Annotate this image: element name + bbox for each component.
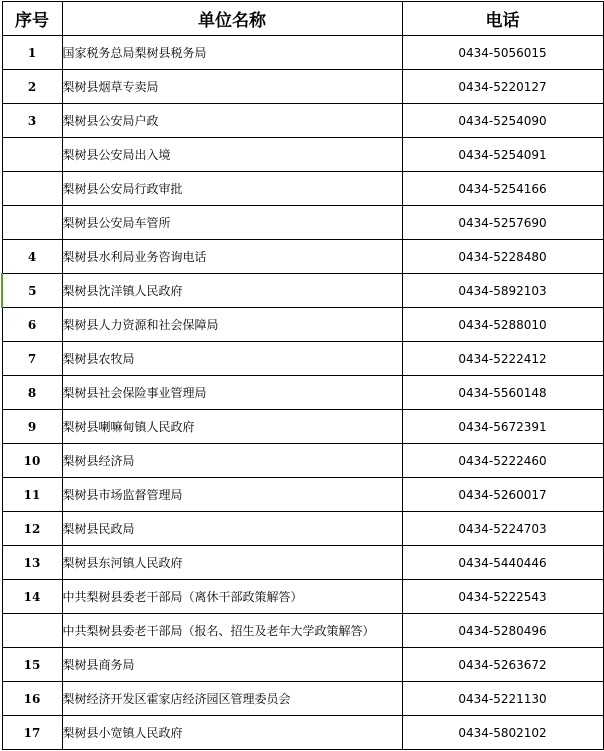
table-row	[2, 308, 603, 342]
header-unit-name: 单位名称	[62, 2, 402, 36]
row-seq: 13	[2, 546, 62, 580]
row-phone: 0434-5802102	[402, 716, 603, 750]
row-unit-name: 梨树县喇嘛甸镇人民政府	[62, 410, 402, 444]
table-row	[2, 70, 603, 104]
row-seq: 6	[2, 308, 62, 342]
table-row	[2, 138, 603, 172]
row-phone: 0434-5672391	[402, 410, 603, 444]
table-row	[2, 512, 603, 546]
row-unit-name: 梨树县烟草专卖局	[62, 70, 402, 104]
row-phone: 0434-5257690	[402, 206, 603, 240]
table-row	[2, 342, 603, 376]
row-seq	[2, 172, 62, 206]
row-seq: 15	[2, 648, 62, 682]
row-phone: 0434-5288010	[402, 308, 603, 342]
row-phone: 0434-5254091	[402, 138, 603, 172]
row-phone: 0434-5056015	[402, 36, 603, 70]
row-phone: 0434-5254166	[402, 172, 603, 206]
header-seq: 序号	[2, 2, 62, 36]
row-seq: 11	[2, 478, 62, 512]
row-seq: 14	[2, 580, 62, 614]
row-seq	[2, 206, 62, 240]
row-unit-name: 梨树县沈洋镇人民政府	[62, 274, 402, 308]
table-row	[2, 716, 603, 750]
table-row	[2, 614, 603, 648]
row-seq: 16	[2, 682, 62, 716]
table-row	[2, 410, 603, 444]
row-unit-name: 梨树县公安局车管所	[62, 206, 402, 240]
row-unit-name: 梨树县公安局户政	[62, 104, 402, 138]
row-seq: 17	[2, 716, 62, 750]
row-unit-name: 梨树县民政局	[62, 512, 402, 546]
row-phone: 0434-5224703	[402, 512, 603, 546]
row-unit-name: 梨树县公安局出入境	[62, 138, 402, 172]
row-unit-name: 梨树县小宽镇人民政府	[62, 716, 402, 750]
row-seq: 7	[2, 342, 62, 376]
table-row	[2, 104, 603, 138]
row-unit-name: 梨树经济开发区霍家店经济园区管理委员会	[62, 682, 402, 716]
table-row	[2, 648, 603, 682]
row-phone: 0434-5280496	[402, 614, 603, 648]
header-phone: 电话	[402, 2, 603, 36]
row-phone: 0434-5222412	[402, 342, 603, 376]
table-row	[2, 172, 603, 206]
row-phone: 0434-5892103	[402, 274, 603, 308]
table-row	[2, 206, 603, 240]
row-unit-name: 梨树县农牧局	[62, 342, 402, 376]
row-seq	[2, 138, 62, 172]
row-unit-name: 梨树县人力资源和社会保障局	[62, 308, 402, 342]
row-unit-name: 梨树县商务局	[62, 648, 402, 682]
row-seq: 4	[2, 240, 62, 274]
row-phone: 0434-5221130	[402, 682, 603, 716]
table-row	[2, 444, 603, 478]
row-seq: 1	[2, 36, 62, 70]
table-row	[2, 240, 603, 274]
row-seq: 10	[2, 444, 62, 478]
row-phone: 0434-5260017	[402, 478, 603, 512]
row-phone: 0434-5560148	[402, 376, 603, 410]
row-seq: 2	[2, 70, 62, 104]
row-unit-name: 梨树县经济局	[62, 444, 402, 478]
row-unit-name: 梨树县水利局业务咨询电话	[62, 240, 402, 274]
row-seq: 8	[2, 376, 62, 410]
row-seq: 5	[2, 274, 62, 308]
row-seq: 3	[2, 104, 62, 138]
row-unit-name: 梨树县东河镇人民政府	[62, 546, 402, 580]
row-phone: 0434-5254090	[402, 104, 603, 138]
table-row	[2, 274, 603, 308]
row-phone: 0434-5222543	[402, 580, 603, 614]
table-row	[2, 36, 603, 70]
row-seq: 12	[2, 512, 62, 546]
header-row	[2, 2, 603, 36]
row-phone: 0434-5263672	[402, 648, 603, 682]
table-row	[2, 478, 603, 512]
row-seq: 9	[2, 410, 62, 444]
row-unit-name: 梨树县市场监督管理局	[62, 478, 402, 512]
row-unit-name: 国家税务总局梨树县税务局	[62, 36, 402, 70]
table-row	[2, 376, 603, 410]
table-row	[2, 682, 603, 716]
row-phone: 0434-5440446	[402, 546, 603, 580]
row-phone: 0434-5222460	[402, 444, 603, 478]
table-row	[2, 546, 603, 580]
row-phone: 0434-5220127	[402, 70, 603, 104]
phone-directory-table	[1, 1, 604, 750]
table-body	[2, 36, 603, 750]
row-unit-name: 梨树县社会保险事业管理局	[62, 376, 402, 410]
row-phone: 0434-5228480	[402, 240, 603, 274]
table-row	[2, 580, 603, 614]
row-seq	[2, 614, 62, 648]
row-unit-name: 中共梨树县委老干部局（报名、招生及老年大学政策解答）	[62, 614, 402, 648]
row-unit-name: 中共梨树县委老干部局（离休干部政策解答）	[62, 580, 402, 614]
row-unit-name: 梨树县公安局行政审批	[62, 172, 402, 206]
